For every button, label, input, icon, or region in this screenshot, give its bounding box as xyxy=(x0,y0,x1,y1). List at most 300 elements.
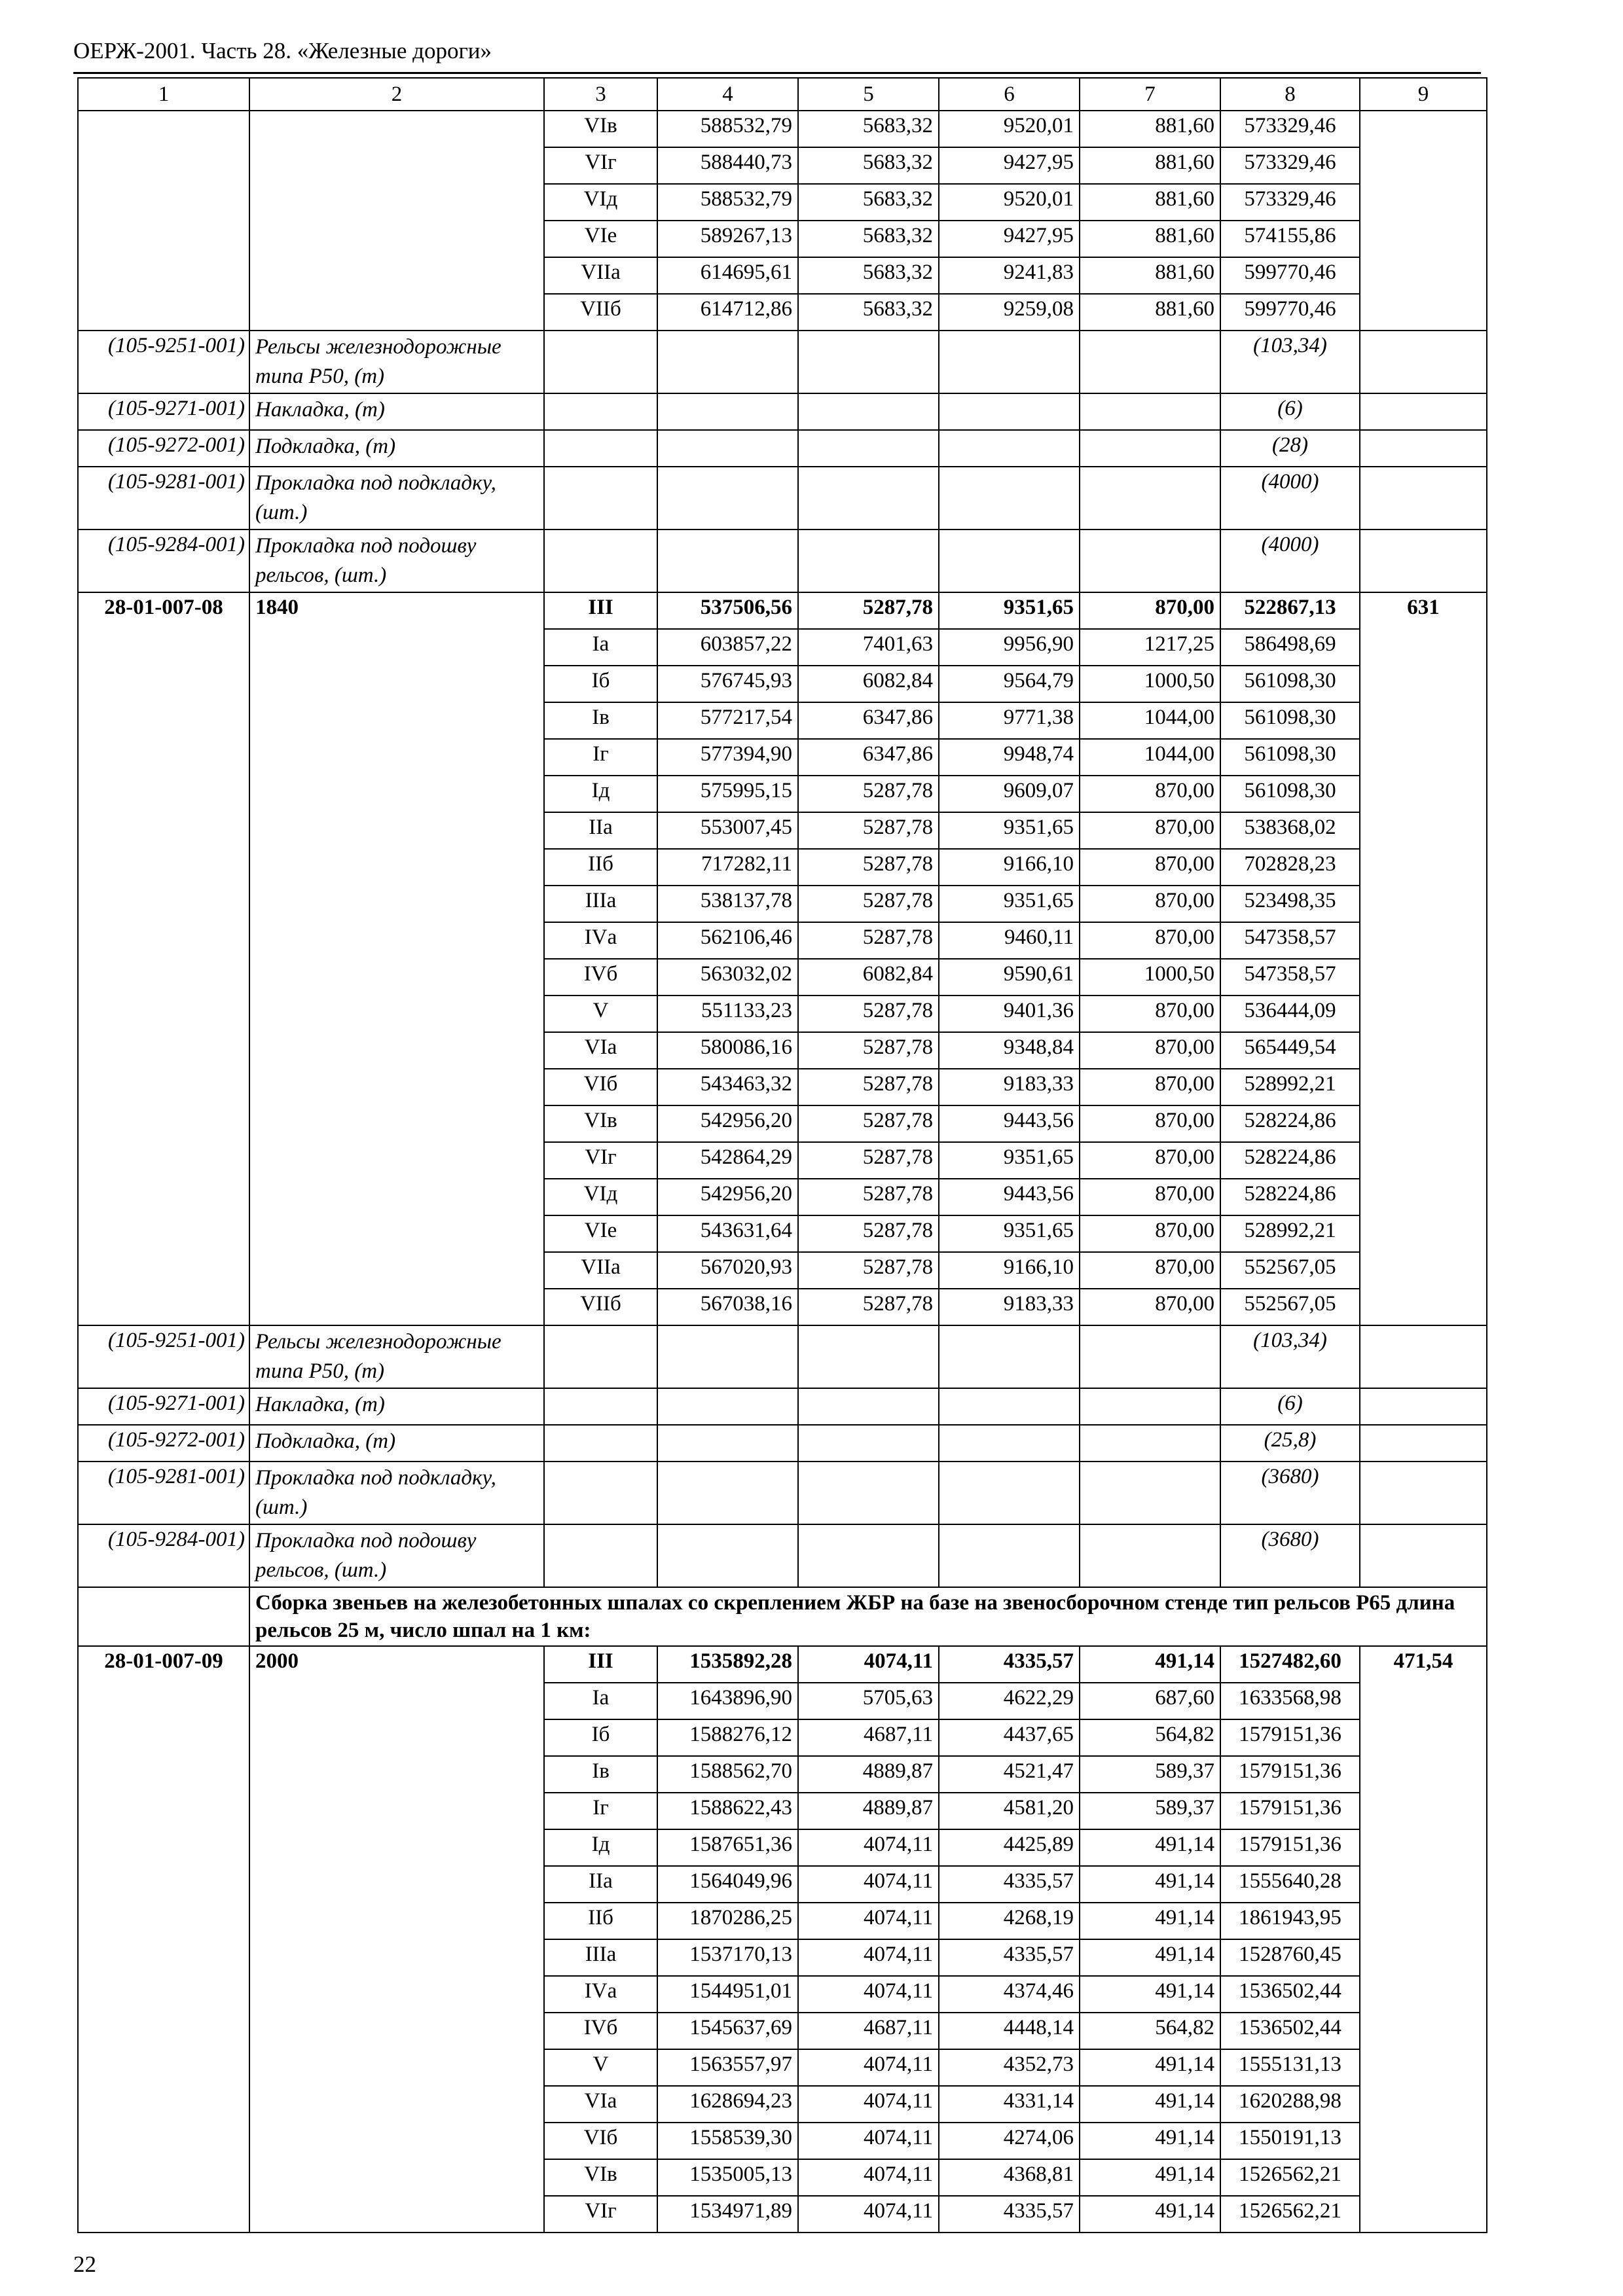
cell-col-3: VIIа xyxy=(544,257,657,294)
cell-col-7: 491,14 xyxy=(1080,2159,1220,2196)
table-row xyxy=(78,111,1487,147)
cell-col-8: 536444,09 xyxy=(1220,996,1360,1032)
cell-col-7: 491,14 xyxy=(1080,1866,1220,1903)
cell-col-4: 1628694,23 xyxy=(657,2086,798,2123)
cell-col-5: 4074,11 xyxy=(798,2196,939,2233)
cell-col-4: 580086,16 xyxy=(657,1032,798,1069)
cell-col-3: IIа xyxy=(544,812,657,849)
material-code: (105-9271-001) xyxy=(78,1388,249,1425)
cell-col-5 xyxy=(798,331,939,393)
cell-col-7: 491,14 xyxy=(1080,1903,1220,1939)
cell-col-7: 870,00 xyxy=(1080,922,1220,959)
cell-col-5: 5287,78 xyxy=(798,1069,939,1105)
cell-col-5: 5287,78 xyxy=(798,812,939,849)
cell-col-4: 567038,16 xyxy=(657,1289,798,1325)
cell-col-8: 522867,13 xyxy=(1220,592,1360,629)
cell-col-4: 576745,93 xyxy=(657,666,798,702)
cell-col-5: 4074,11 xyxy=(798,1903,939,1939)
cell-col-3 xyxy=(544,331,657,393)
cell-col-4: 542956,20 xyxy=(657,1179,798,1215)
cell-col-5: 4074,11 xyxy=(798,1976,939,2013)
cell-col-4: 1544951,01 xyxy=(657,1976,798,2013)
material-name: Подкладка, (т) xyxy=(249,1425,544,1462)
cell-col-5: 5287,78 xyxy=(798,996,939,1032)
material-code: (105-9271-001) xyxy=(78,393,249,430)
cell-col-4: 588532,79 xyxy=(657,111,798,147)
cell-col-5 xyxy=(798,393,939,430)
cell-col-9 xyxy=(1360,430,1487,467)
cell-col-6: 9427,95 xyxy=(939,147,1080,184)
cell-col-4: 603857,22 xyxy=(657,629,798,666)
cell-col-4: 562106,46 xyxy=(657,922,798,959)
column-header-row xyxy=(78,78,1487,111)
cell-col-8: 574155,86 xyxy=(1220,221,1360,257)
cell-col-7: 1044,00 xyxy=(1080,702,1220,739)
cell-col-3: VIа xyxy=(544,1032,657,1069)
cell-col-4: 1587651,36 xyxy=(657,1829,798,1866)
cell-col-7: 491,14 xyxy=(1080,1939,1220,1976)
cell-col-5: 4687,11 xyxy=(798,1719,939,1756)
cell-col-7: 491,14 xyxy=(1080,2196,1220,2233)
cell-col-6: 9351,65 xyxy=(939,592,1080,629)
cell-col-3: VIе xyxy=(544,1215,657,1252)
cell-col-8: 547358,57 xyxy=(1220,959,1360,996)
cell-col-8: 561098,30 xyxy=(1220,776,1360,812)
cell-col-3: Iб xyxy=(544,1719,657,1756)
cell-col-3: IIа xyxy=(544,1866,657,1903)
cell-col-5: 4889,87 xyxy=(798,1756,939,1793)
cell-col-3: Iа xyxy=(544,1683,657,1719)
cell-col-5 xyxy=(798,1325,939,1388)
cell-col-3: IIIа xyxy=(544,886,657,922)
material-quantity: (3680) xyxy=(1220,1462,1360,1524)
material-quantity: (103,34) xyxy=(1220,1325,1360,1388)
table-row-main xyxy=(78,1646,1487,1683)
cell-col-7: 491,14 xyxy=(1080,1646,1220,1683)
cell-col-9 xyxy=(1360,1325,1487,1388)
cell-col-5: 5287,78 xyxy=(798,922,939,959)
cell-col-7 xyxy=(1080,430,1220,467)
material-name: Прокладка под подошву рельсов, (шт.) xyxy=(249,529,544,592)
material-quantity: (3680) xyxy=(1220,1524,1360,1587)
cell-col-9 xyxy=(1360,1425,1487,1462)
cell-col-6: 4335,57 xyxy=(939,1939,1080,1976)
cell-col-3 xyxy=(544,467,657,529)
cell-col-6: 9351,65 xyxy=(939,1142,1080,1179)
material-code: (105-9272-001) xyxy=(78,1425,249,1462)
cell-col-6 xyxy=(939,467,1080,529)
cell-col-5: 4889,87 xyxy=(798,1793,939,1829)
cell-col-8: 1620288,98 xyxy=(1220,2086,1360,2123)
cell-col-5: 5683,32 xyxy=(798,257,939,294)
cell-col-3: VIд xyxy=(544,184,657,221)
cell-col-7: 870,00 xyxy=(1080,1289,1220,1325)
cell-col-5: 5683,32 xyxy=(798,294,939,331)
cell-col-7: 870,00 xyxy=(1080,812,1220,849)
cell-col-4: 1870286,25 xyxy=(657,1903,798,1939)
cell-col-5: 6347,86 xyxy=(798,739,939,776)
cell-col-7 xyxy=(1080,467,1220,529)
cell-col-4: 577394,90 xyxy=(657,739,798,776)
cell-col-5 xyxy=(798,529,939,592)
column-header-1: 1 xyxy=(78,78,249,111)
cell-col-3: IVа xyxy=(544,922,657,959)
cell-col-7: 870,00 xyxy=(1080,592,1220,629)
cell-col-8: 573329,46 xyxy=(1220,147,1360,184)
cell-col-8: 1528760,45 xyxy=(1220,1939,1360,1976)
cell-col-8: 1579151,36 xyxy=(1220,1829,1360,1866)
section-header-row xyxy=(78,1587,1487,1646)
cell-col-7 xyxy=(1080,1524,1220,1587)
cell-col-3: V xyxy=(544,996,657,1032)
cell-col-6: 9166,10 xyxy=(939,849,1080,886)
cell-col-6: 4374,46 xyxy=(939,1976,1080,2013)
material-name: Прокладка под подкладку, (шт.) xyxy=(249,1462,544,1524)
material-code: (105-9251-001) xyxy=(78,1325,249,1388)
column-header-8: 8 xyxy=(1220,78,1360,111)
cell-col-7: 870,00 xyxy=(1080,996,1220,1032)
cell-col-6: 9401,36 xyxy=(939,996,1080,1032)
material-code: (105-9281-001) xyxy=(78,467,249,529)
material-name: Прокладка под подкладку, (шт.) xyxy=(249,467,544,529)
cell-col-7: 1217,25 xyxy=(1080,629,1220,666)
cell-col-7: 1000,50 xyxy=(1080,959,1220,996)
cell-col-6: 9948,74 xyxy=(939,739,1080,776)
cell-col-8: 565449,54 xyxy=(1220,1032,1360,1069)
cell-col-6: 9956,90 xyxy=(939,629,1080,666)
cell-col-4: 553007,45 xyxy=(657,812,798,849)
cell-col-5: 5287,78 xyxy=(798,1289,939,1325)
cell-col-5 xyxy=(798,1462,939,1524)
cell-col-8: 1536502,44 xyxy=(1220,2013,1360,2049)
cell-col-3: IIб xyxy=(544,849,657,886)
cell-col-3: IVб xyxy=(544,959,657,996)
cell-col-8: 1579151,36 xyxy=(1220,1719,1360,1756)
cell-col-7: 881,60 xyxy=(1080,294,1220,331)
cell-col-6: 9443,56 xyxy=(939,1105,1080,1142)
cell-col-4: 543463,32 xyxy=(657,1069,798,1105)
cell-col-6: 4448,14 xyxy=(939,2013,1080,2049)
cell-col-6: 9520,01 xyxy=(939,184,1080,221)
cell-col-9 xyxy=(1360,1462,1487,1524)
cell-col-3: VIIа xyxy=(544,1252,657,1289)
cell-col-4: 1535892,28 xyxy=(657,1646,798,1683)
cell-col-8: 1579151,36 xyxy=(1220,1793,1360,1829)
cell-col-4: 575995,15 xyxy=(657,776,798,812)
cell-col-7 xyxy=(1080,1325,1220,1388)
cell-col-4: 542956,20 xyxy=(657,1105,798,1142)
cell-col-4: 1537170,13 xyxy=(657,1939,798,1976)
material-name: Накладка, (т) xyxy=(249,1388,544,1425)
cell-col-3: Iг xyxy=(544,1793,657,1829)
material-quantity: (4000) xyxy=(1220,529,1360,592)
cell-col-8: 528224,86 xyxy=(1220,1105,1360,1142)
cell-col-4: 614695,61 xyxy=(657,257,798,294)
cell-col-6: 9771,38 xyxy=(939,702,1080,739)
cell-col-4 xyxy=(657,529,798,592)
cell-col-5 xyxy=(798,467,939,529)
cell-col-6: 4331,14 xyxy=(939,2086,1080,2123)
cell-col-8: 1555131,13 xyxy=(1220,2049,1360,2086)
cell-col-7: 881,60 xyxy=(1080,111,1220,147)
cell-col-4: 1588622,43 xyxy=(657,1793,798,1829)
cell-col-7 xyxy=(1080,331,1220,393)
cell-col-7: 881,60 xyxy=(1080,221,1220,257)
cell-col-6 xyxy=(939,529,1080,592)
cell-col-4 xyxy=(657,1462,798,1524)
cell-col-8: 599770,46 xyxy=(1220,257,1360,294)
cell-col-6 xyxy=(939,1425,1080,1462)
cell-col-6: 4335,57 xyxy=(939,2196,1080,2233)
cell-col-5: 4074,11 xyxy=(798,1646,939,1683)
cell-col-6: 9183,33 xyxy=(939,1069,1080,1105)
cell-col-3: IVб xyxy=(544,2013,657,2049)
cell-col-7: 870,00 xyxy=(1080,1215,1220,1252)
resource-description: 1840 xyxy=(249,592,544,1325)
cell-col-5: 5287,78 xyxy=(798,592,939,629)
material-note-row xyxy=(78,1425,1487,1462)
column-header-7: 7 xyxy=(1080,78,1220,111)
cell-col-4 xyxy=(657,1524,798,1587)
cell-col-8: 1526562,21 xyxy=(1220,2159,1360,2196)
cell-col-6 xyxy=(939,1462,1080,1524)
cell-col-6: 9351,65 xyxy=(939,812,1080,849)
cell-col-7: 870,00 xyxy=(1080,1252,1220,1289)
cell-col-5: 6347,86 xyxy=(798,702,939,739)
material-note-row xyxy=(78,1388,1487,1425)
cell-col-4: 589267,13 xyxy=(657,221,798,257)
cell-col-6: 9183,33 xyxy=(939,1289,1080,1325)
cell-col-8: 1633568,98 xyxy=(1220,1683,1360,1719)
cell-col-5: 5683,32 xyxy=(798,184,939,221)
cell-col-3: Iа xyxy=(544,629,657,666)
material-code: (105-9251-001) xyxy=(78,331,249,393)
cell-col-6: 4368,81 xyxy=(939,2159,1080,2196)
cell-col-6: 4274,06 xyxy=(939,2123,1080,2159)
cell-col-8: 586498,69 xyxy=(1220,629,1360,666)
cell-col-8: 552567,05 xyxy=(1220,1289,1360,1325)
cell-col-4: 1564049,96 xyxy=(657,1866,798,1903)
cell-col-3 xyxy=(544,1425,657,1462)
cell-col-7: 881,60 xyxy=(1080,147,1220,184)
cell-col-7 xyxy=(1080,529,1220,592)
cell-col-8: 561098,30 xyxy=(1220,702,1360,739)
cell-col-3: Iд xyxy=(544,1829,657,1866)
material-quantity: (103,34) xyxy=(1220,331,1360,393)
cell-col-7: 870,00 xyxy=(1080,776,1220,812)
cell-col-4: 1588562,70 xyxy=(657,1756,798,1793)
cell-col-6: 9427,95 xyxy=(939,221,1080,257)
cell-col-7: 491,14 xyxy=(1080,2086,1220,2123)
material-code: (105-9272-001) xyxy=(78,430,249,467)
cell-col-6: 9460,11 xyxy=(939,922,1080,959)
cell-col-4: 1558539,30 xyxy=(657,2123,798,2159)
cell-col-8: 523498,35 xyxy=(1220,886,1360,922)
material-note-row xyxy=(78,331,1487,393)
cell-col-8: 1526562,21 xyxy=(1220,2196,1360,2233)
cell-col-5: 4074,11 xyxy=(798,2086,939,2123)
cell-col-6: 4335,57 xyxy=(939,1646,1080,1683)
material-code: (105-9284-001) xyxy=(78,529,249,592)
cell-col-9: 471,54 xyxy=(1360,1646,1487,2233)
cell-col-3: VIIб xyxy=(544,1289,657,1325)
cell-col-5: 6082,84 xyxy=(798,666,939,702)
cell-col-8: 1550191,13 xyxy=(1220,2123,1360,2159)
cell-col-7: 491,14 xyxy=(1080,1976,1220,2013)
cell-col-3 xyxy=(544,529,657,592)
resource-code: 28-01-007-08 xyxy=(78,592,249,1325)
cell-col-9 xyxy=(1360,1388,1487,1425)
cell-col-6: 9609,07 xyxy=(939,776,1080,812)
section-title: Сборка звеньев на железобетонных шпалах со скреплением ЖБР на базе на звеносборочном стенде тип рельсов Р65 длина рельсов 25 м, число шпал на 1 км: xyxy=(249,1587,1487,1646)
cell-col-7: 870,00 xyxy=(1080,1179,1220,1215)
cell-col-8: 528224,86 xyxy=(1220,1142,1360,1179)
cell-col-3: VIг xyxy=(544,1142,657,1179)
cell-col-6: 9520,01 xyxy=(939,111,1080,147)
cell-col-7: 870,00 xyxy=(1080,886,1220,922)
cell-col-4: 537506,56 xyxy=(657,592,798,629)
cell-col-5: 5683,32 xyxy=(798,221,939,257)
cell-col-8: 538368,02 xyxy=(1220,812,1360,849)
cell-col-7 xyxy=(1080,1425,1220,1462)
material-name: Рельсы железнодорожные типа Р50, (т) xyxy=(249,331,544,393)
material-note-row xyxy=(78,393,1487,430)
cell-col-9 xyxy=(1360,467,1487,529)
cell-col-8: 1579151,36 xyxy=(1220,1756,1360,1793)
cell-col-6: 9590,61 xyxy=(939,959,1080,996)
material-quantity: (28) xyxy=(1220,430,1360,467)
cell-col-8: 561098,30 xyxy=(1220,739,1360,776)
cell-col-9: 631 xyxy=(1360,592,1487,1325)
cell-col-9 xyxy=(1360,1524,1487,1587)
cell-col-4: 1545637,69 xyxy=(657,2013,798,2049)
cell-col-3: VIв xyxy=(544,1105,657,1142)
cell-col-4 xyxy=(657,1325,798,1388)
cell-col-3: Iв xyxy=(544,702,657,739)
cell-col-6 xyxy=(939,1524,1080,1587)
resource-description: 2000 xyxy=(249,1646,544,2233)
cell-col-4 xyxy=(657,1388,798,1425)
cell-col-4: 1563557,97 xyxy=(657,2049,798,2086)
cell-col-4 xyxy=(657,430,798,467)
cell-col-7: 564,82 xyxy=(1080,1719,1220,1756)
cell-col-8: 1536502,44 xyxy=(1220,1976,1360,2013)
material-name: Рельсы железнодорожные типа Р50, (т) xyxy=(249,1325,544,1388)
cell-col-9 xyxy=(1360,331,1487,393)
cell-col-6 xyxy=(939,1325,1080,1388)
cell-col-7: 491,14 xyxy=(1080,2123,1220,2159)
cell-col-7: 881,60 xyxy=(1080,184,1220,221)
cell-col-5: 5287,78 xyxy=(798,1252,939,1289)
cell-col-5: 7401,63 xyxy=(798,629,939,666)
cell-col-9 xyxy=(1360,111,1487,331)
cell-col-5: 4074,11 xyxy=(798,2123,939,2159)
cell-col-5 xyxy=(798,430,939,467)
cell-col-5: 4074,11 xyxy=(798,1866,939,1903)
column-header-4: 4 xyxy=(657,78,798,111)
cell-col-5: 4074,11 xyxy=(798,2159,939,2196)
cell-col-7 xyxy=(1080,1388,1220,1425)
cell-col-4: 614712,86 xyxy=(657,294,798,331)
cell-col-4: 1643896,90 xyxy=(657,1683,798,1719)
cell-col-8: 573329,46 xyxy=(1220,184,1360,221)
cell-col-5 xyxy=(798,1388,939,1425)
resource-description xyxy=(249,111,544,331)
material-quantity: (6) xyxy=(1220,1388,1360,1425)
cell-col-4 xyxy=(657,331,798,393)
cell-col-3: VIIб xyxy=(544,294,657,331)
cell-col-7: 870,00 xyxy=(1080,1069,1220,1105)
cell-col-5: 5287,78 xyxy=(798,1179,939,1215)
cell-col-4: 1534971,89 xyxy=(657,2196,798,2233)
header-rule xyxy=(73,72,1481,74)
cell-col-6: 9443,56 xyxy=(939,1179,1080,1215)
cell-col-3: VIд xyxy=(544,1179,657,1215)
material-name: Подкладка, (т) xyxy=(249,430,544,467)
cell-col-4: 563032,02 xyxy=(657,959,798,996)
cell-col-6 xyxy=(939,1388,1080,1425)
cell-col-7: 870,00 xyxy=(1080,1032,1220,1069)
cell-col-5: 5287,78 xyxy=(798,1105,939,1142)
material-note-row xyxy=(78,1524,1487,1587)
material-note-row xyxy=(78,467,1487,529)
cell-col-7: 870,00 xyxy=(1080,849,1220,886)
page-header: ОЕРЖ-2001. Часть 28. «Железные дороги» xyxy=(73,38,492,63)
material-note-row xyxy=(78,529,1487,592)
material-quantity: (25,8) xyxy=(1220,1425,1360,1462)
cell-col-3: IIIа xyxy=(544,1939,657,1976)
cell-col-3: VIб xyxy=(544,2123,657,2159)
cell-col-5: 5287,78 xyxy=(798,1215,939,1252)
cell-col-4: 567020,93 xyxy=(657,1252,798,1289)
resource-code: 28-01-007-09 xyxy=(78,1646,249,2233)
cell-col-7: 589,37 xyxy=(1080,1793,1220,1829)
cell-col-3: VIб xyxy=(544,1069,657,1105)
cell-col-5: 5683,32 xyxy=(798,147,939,184)
cell-col-8: 702828,23 xyxy=(1220,849,1360,886)
cell-col-5 xyxy=(798,1524,939,1587)
cell-col-6: 4335,57 xyxy=(939,1866,1080,1903)
cell-col-6: 9348,84 xyxy=(939,1032,1080,1069)
cell-col-6: 4437,65 xyxy=(939,1719,1080,1756)
cell-col-3: Iг xyxy=(544,739,657,776)
material-quantity: (4000) xyxy=(1220,467,1360,529)
cell-col-4: 1535005,13 xyxy=(657,2159,798,2196)
cell-col-3: VIв xyxy=(544,111,657,147)
cell-col-6: 9351,65 xyxy=(939,1215,1080,1252)
material-name: Накладка, (т) xyxy=(249,393,544,430)
cell-col-3 xyxy=(544,1388,657,1425)
column-header-6: 6 xyxy=(939,78,1080,111)
cell-col-3: VIг xyxy=(544,2196,657,2233)
resource-code xyxy=(78,111,249,331)
cell-col-8: 528992,21 xyxy=(1220,1215,1360,1252)
column-header-5: 5 xyxy=(798,78,939,111)
cell-col-4 xyxy=(657,393,798,430)
cell-col-8: 528992,21 xyxy=(1220,1069,1360,1105)
cell-col-5: 5287,78 xyxy=(798,776,939,812)
table-row-main xyxy=(78,592,1487,629)
cell-col-5: 4074,11 xyxy=(798,1829,939,1866)
cell-col-6: 4268,19 xyxy=(939,1903,1080,1939)
cell-col-7: 687,60 xyxy=(1080,1683,1220,1719)
cell-col-8: 547358,57 xyxy=(1220,922,1360,959)
cell-col-5 xyxy=(798,1425,939,1462)
cell-col-9 xyxy=(1360,393,1487,430)
cell-col-5: 4074,11 xyxy=(798,1939,939,1976)
cell-col-6: 4352,73 xyxy=(939,2049,1080,2086)
cell-col-7: 1000,50 xyxy=(1080,666,1220,702)
